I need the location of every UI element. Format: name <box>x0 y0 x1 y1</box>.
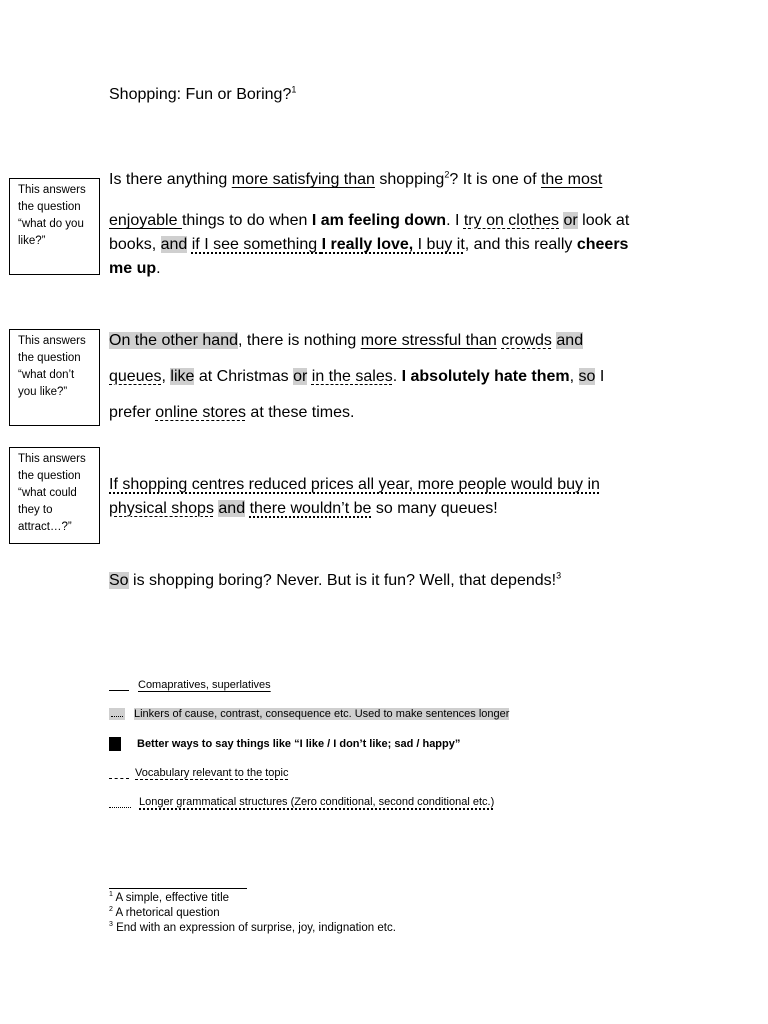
footnote-ref-3[interactable]: 3 <box>556 570 562 581</box>
linker: like <box>170 368 195 385</box>
grammar-structure: there wouldn’t be <box>249 500 372 517</box>
linker: or <box>563 212 578 229</box>
better-expression: I absolutely hate them <box>401 368 570 385</box>
key-grammar: Longer grammatical structures (Zero conditional, second conditional etc.) <box>109 796 494 812</box>
paragraph-1-line-4: me up. <box>109 260 161 277</box>
topic-vocabulary: in the sales <box>311 368 393 385</box>
linker: and <box>160 236 188 253</box>
footnote-separator <box>109 888 247 889</box>
linker: So <box>109 572 129 589</box>
linker: so <box>578 368 596 385</box>
topic-vocabulary: try on clothes <box>463 212 559 229</box>
paragraph-2-line-2: queues, like at Christmas or in the sales. I absolutely hate them, so I <box>109 368 605 385</box>
paragraph-4: So is shopping boring? Never. But is it fun? Well, that depends!$^3$ <box>109 570 562 589</box>
comparative-phrase: more satisfying than <box>231 171 375 188</box>
topic-vocabulary: queues <box>109 368 162 385</box>
footnote-2: $^2$ A rhetorical question <box>109 906 220 919</box>
paragraph-1-line-2: enjoyable things to do when I am feeling down. I try on clothes or look at <box>109 212 630 229</box>
paragraph-3-line-2: physical shops and there wouldn’t be so many queues! <box>109 500 498 517</box>
sidebox-attract: This answers the question “what could they to attract…?” <box>9 447 100 544</box>
topic-vocabulary: crowds <box>501 332 552 349</box>
bold-box-sample <box>109 737 121 751</box>
comparative-phrase: more stressful than <box>360 332 497 349</box>
sidebox-likes: This answers the question “what do you like?” <box>9 178 100 275</box>
linker: or <box>293 368 308 385</box>
highlight-sample <box>109 708 125 720</box>
key-vocabulary: Vocabulary relevant to the topic <box>109 767 288 783</box>
topic-vocabulary: physical shops <box>109 500 214 517</box>
key-better-ways: Better ways to say things like “I like / I don’t like; sad / happy” <box>109 737 460 753</box>
key-comparatives: Comapratives, superlatives <box>109 679 271 695</box>
paragraph-1-line-1: Is there anything more satisfying than shopping$^2$? It is one of the most <box>109 169 603 188</box>
grammar-structure: If shopping centres reduced prices all year, more people would buy in <box>109 476 600 493</box>
footnote-ref-2[interactable]: 2 <box>444 169 450 180</box>
better-expression: I really love, <box>321 236 414 253</box>
dotted-underline-sample <box>109 797 131 808</box>
dashed-underline-sample <box>109 768 129 779</box>
topic-vocabulary: online stores <box>155 404 246 421</box>
footnote-3: $^3$ End with an expression of surprise, joy, indignation etc. <box>109 921 396 934</box>
footnote-ref-1[interactable]: 1 <box>291 84 297 95</box>
key-linkers: Linkers of cause, contrast, consequence etc. Used to make sentences longer <box>109 708 509 724</box>
paragraph-2-line-3: prefer online stores at these times. <box>109 404 355 421</box>
title-text: Shopping: Fun or Boring? <box>109 86 292 103</box>
paragraph-3-line-1 <box>109 476 600 494</box>
sidebox-dislikes: This answers the question “what don’t you like?” <box>9 329 100 426</box>
superlative-phrase: the most <box>540 171 603 188</box>
grammar-structure: if I see something <box>191 236 322 253</box>
paragraph-2-line-1: On the other hand, there is nothing more stressful than crowds and <box>109 332 584 349</box>
page-title <box>109 86 296 104</box>
better-expression: cheers <box>576 236 629 253</box>
linker: On the other hand <box>109 332 238 349</box>
better-expression: I am feeling down <box>311 212 447 229</box>
linker: and <box>556 332 584 349</box>
footnote-1: $^1$ A simple, effective title <box>109 891 230 904</box>
linker: and <box>218 500 246 517</box>
paragraph-1-line-3: books, and if I see something I really love, I buy it, and this really cheers <box>109 236 629 253</box>
solid-underline-sample <box>109 679 129 691</box>
